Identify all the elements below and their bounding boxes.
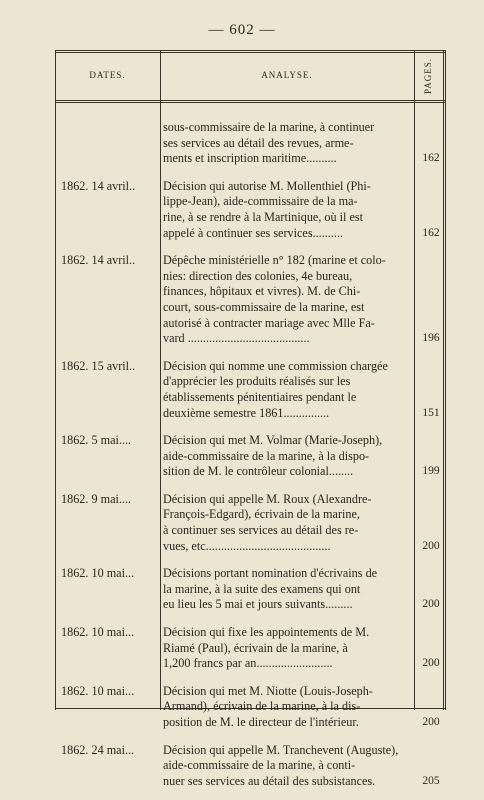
table-row [55,433,445,480]
entry-date: 1862. 10 mai... [61,683,135,698]
table-top-rule [55,50,445,53]
entry-date: 1862. 9 mai.... [61,491,132,506]
table-row [55,359,445,421]
entry-analysis: Décision qui appelle M. Roux (Alexandre- François-Edgard), écrivain de la marine, à continuer ses services au détail des re- vues, etc......................................... [163,491,372,553]
entry-page: 200 [422,598,440,611]
entry-date: 1862. 24 mai... [61,742,135,757]
entry-analysis: Décision qui autorise M. Mollenthiel (Phi- lippe-Jean), aide-commissaire de la ma- rine, à se rendre à la Martinique, où il est appelé à continuer ses services.......... [163,178,371,240]
entry-page: 205 [422,774,440,787]
entry-analysis: Décision qui nomme une commission chargée d'apprécier les produits réalisés sur les établissements pénitentiaires pendant le deuxième semestre 1861............... [163,358,388,420]
entry-page: 196 [422,332,440,345]
table-row [55,743,445,790]
entry-page: 199 [422,465,440,478]
table-row [55,684,445,731]
header-analyse: ANALYSE. [261,70,313,80]
table-row [55,492,445,554]
header-pages-label: PAGES. [423,58,433,94]
entry-analysis: Décision qui appelle M. Tranchevent (Auguste), aide-commissaire de la marine, à conti- nuer ses services au détail des subsistances. [163,742,399,788]
header-separator-rule [55,100,445,103]
table-row [55,253,445,347]
entries-list [55,120,445,789]
header-dates: DATES. [89,70,126,80]
entry-page: 162 [422,226,440,239]
entry-date: 1862. 10 mai... [61,625,135,640]
entry-analysis: Décision qui met M. Niotte (Louis-Joseph- Armand), écrivain de la marine, à la dis- position de M. le directeur de l'intérieur. [163,683,373,729]
entry-analysis: Décision qui met M. Volmar (Marie-Joseph), aide-commissaire de la marine, à la dispo- sition de M. le contrôleur colonial........ [163,433,383,479]
entry-date: 1862. 5 mai.... [61,433,132,448]
entry-analysis: Dépêche ministérielle n° 182 (marine et colo- nies: direction des colonies, 4e bureau, finances, hôpitaux et vivres). M. de Chi- court, sous-commissaire de la marine, est autorisé à contracter mariage avec Mlle Fa- vard ........................................ [163,253,386,346]
entry-page: 151 [422,406,440,419]
table-row [55,566,445,613]
entry-analysis: sous-commissaire de la marine, à continuer ses services au détail des revues, arme- ments et inscription maritime.......... [163,120,375,166]
table-row [55,625,445,672]
entry-page: 200 [422,539,440,552]
entry-date: 1862. 15 avril.. [61,358,136,373]
header-pages [413,56,443,96]
entry-date: 1862. 14 avril.. [61,253,136,268]
entry-page: 162 [422,152,440,165]
entry-analysis: Décision qui fixe les appointements de M. Riamé (Paul), écrivain de la marine, à 1,200 francs par an......................... [163,625,370,671]
entry-analysis: Décisions portant nomination d'écrivains de la marine, à la suite des examens qui ont eu lieu les 5 mai et jours suivants......... [163,566,378,612]
table-row [55,120,445,167]
page-number: — 602 — [208,22,276,38]
entry-date: 1862. 14 avril.. [61,178,136,193]
entry-page: 200 [422,657,440,670]
entry-page: 200 [422,716,440,728]
table-row [55,179,445,241]
entry-date: 1862. 10 mai... [61,566,135,581]
